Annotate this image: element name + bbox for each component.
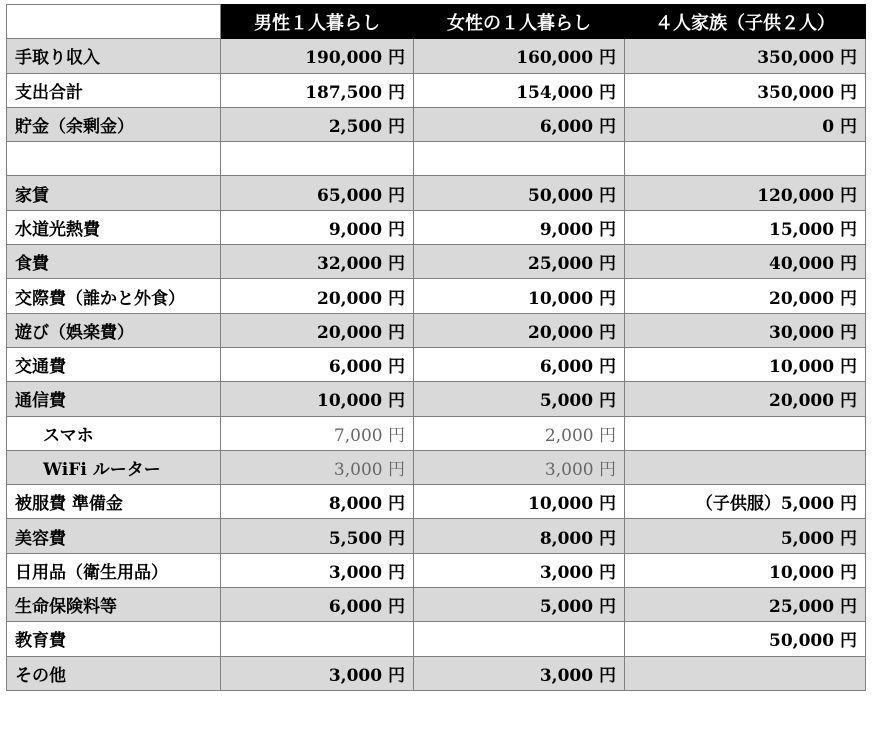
male-value: 7,000 円 — [221, 416, 414, 450]
male-value: 3,000 円 — [221, 553, 414, 587]
family-value: 20,000 円 — [625, 279, 866, 313]
row-label: 通信費 — [7, 382, 221, 416]
table-row — [7, 622, 866, 656]
female-value: 154,000 円 — [414, 73, 625, 107]
spacer-row — [7, 142, 866, 176]
female-value: 3,000 円 — [414, 450, 625, 484]
header-female-single: 女性の１人暮らし — [414, 5, 625, 39]
row-label: 支出合計 — [7, 73, 221, 107]
table-row — [7, 519, 866, 553]
table-row — [7, 347, 866, 381]
row-label: スマホ — [7, 416, 221, 450]
female-value: 5,000 円 — [414, 382, 625, 416]
table-row — [7, 588, 866, 622]
family-value: （子供服）5,000 円 — [625, 485, 866, 519]
male-value: 5,500 円 — [221, 519, 414, 553]
family-value: 50,000 円 — [625, 622, 866, 656]
female-value: 10,000 円 — [414, 485, 625, 519]
budget-comparison-table — [6, 4, 866, 691]
family-value: 30,000 円 — [625, 313, 866, 347]
table-row-sub — [7, 416, 866, 450]
table-row — [7, 176, 866, 210]
table-row — [7, 107, 866, 141]
row-label: WiFi ルーター — [7, 450, 221, 484]
row-label: 日用品（衛生用品） — [7, 553, 221, 587]
header-male-single: 男性１人暮らし — [221, 5, 414, 39]
row-label: 食費 — [7, 245, 221, 279]
table-row — [7, 553, 866, 587]
family-value: 25,000 円 — [625, 588, 866, 622]
male-value: 3,000 円 — [221, 656, 414, 690]
female-value: 3,000 円 — [414, 553, 625, 587]
row-label: 手取り収入 — [7, 39, 221, 73]
row-label: 教育費 — [7, 622, 221, 656]
female-value: 20,000 円 — [414, 313, 625, 347]
male-value: 6,000 円 — [221, 588, 414, 622]
family-value: 40,000 円 — [625, 245, 866, 279]
row-label: その他 — [7, 656, 221, 690]
row-label: 交際費（誰かと外食） — [7, 279, 221, 313]
row-label: 被服費 準備金 — [7, 485, 221, 519]
family-value — [625, 142, 866, 176]
female-value: 2,000 円 — [414, 416, 625, 450]
family-value: 15,000 円 — [625, 210, 866, 244]
female-value — [414, 622, 625, 656]
family-value: 5,000 円 — [625, 519, 866, 553]
female-value: 50,000 円 — [414, 176, 625, 210]
female-value: 10,000 円 — [414, 279, 625, 313]
budget-table-container — [6, 4, 866, 691]
table-row — [7, 279, 866, 313]
male-value: 20,000 円 — [221, 313, 414, 347]
female-value: 9,000 円 — [414, 210, 625, 244]
female-value: 6,000 円 — [414, 107, 625, 141]
table-row — [7, 210, 866, 244]
family-value: 350,000 円 — [625, 73, 866, 107]
male-value: 8,000 円 — [221, 485, 414, 519]
family-value — [625, 416, 866, 450]
row-label: 貯金（余剰金） — [7, 107, 221, 141]
table-row-sub — [7, 450, 866, 484]
row-label: 生命保険料等 — [7, 588, 221, 622]
table-row — [7, 382, 866, 416]
family-value: 10,000 円 — [625, 553, 866, 587]
female-value: 25,000 円 — [414, 245, 625, 279]
male-value: 187,500 円 — [221, 73, 414, 107]
header-family-of-four: ４人家族（子供２人） — [625, 5, 866, 39]
female-value: 6,000 円 — [414, 347, 625, 381]
male-value: 20,000 円 — [221, 279, 414, 313]
family-value: 10,000 円 — [625, 347, 866, 381]
male-value: 65,000 円 — [221, 176, 414, 210]
male-value: 190,000 円 — [221, 39, 414, 73]
male-value: 32,000 円 — [221, 245, 414, 279]
male-value: 9,000 円 — [221, 210, 414, 244]
family-value: 120,000 円 — [625, 176, 866, 210]
table-row — [7, 245, 866, 279]
table-row — [7, 485, 866, 519]
row-label — [7, 142, 221, 176]
row-label: 美容費 — [7, 519, 221, 553]
male-value: 6,000 円 — [221, 347, 414, 381]
header-corner-cell — [7, 5, 221, 39]
male-value — [221, 142, 414, 176]
table-row — [7, 39, 866, 73]
male-value: 2,500 円 — [221, 107, 414, 141]
family-value — [625, 656, 866, 690]
table-row — [7, 313, 866, 347]
family-value: 350,000 円 — [625, 39, 866, 73]
family-value: 0 円 — [625, 107, 866, 141]
header-row — [7, 5, 866, 39]
female-value: 3,000 円 — [414, 656, 625, 690]
male-value: 10,000 円 — [221, 382, 414, 416]
row-label: 水道光熱費 — [7, 210, 221, 244]
family-value — [625, 450, 866, 484]
table-row — [7, 656, 866, 690]
family-value: 20,000 円 — [625, 382, 866, 416]
male-value — [221, 622, 414, 656]
female-value: 8,000 円 — [414, 519, 625, 553]
table-row — [7, 73, 866, 107]
male-value: 3,000 円 — [221, 450, 414, 484]
female-value: 160,000 円 — [414, 39, 625, 73]
row-label: 交通費 — [7, 347, 221, 381]
female-value — [414, 142, 625, 176]
row-label: 遊び（娯楽費） — [7, 313, 221, 347]
female-value: 5,000 円 — [414, 588, 625, 622]
row-label: 家賃 — [7, 176, 221, 210]
